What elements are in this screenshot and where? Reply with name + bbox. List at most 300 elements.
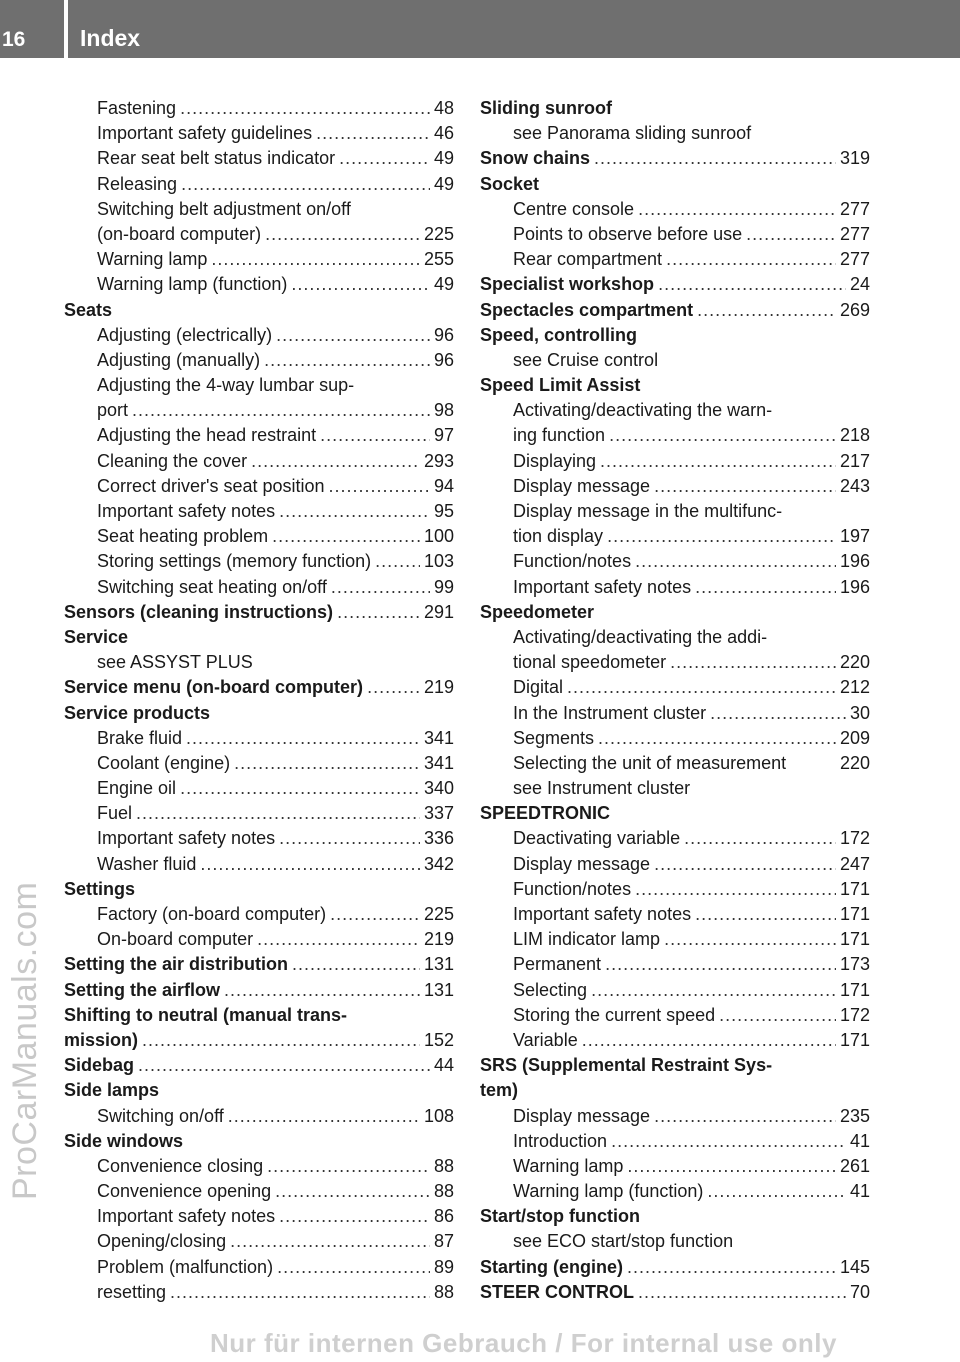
dot-leader (666, 247, 836, 272)
entry-label: Convenience closing (97, 1155, 264, 1176)
dot-leader (200, 852, 420, 877)
side-watermark: ProCarManuals.com (6, 881, 44, 1200)
page-reference: 173 (839, 954, 870, 975)
entry-label: Coolant (engine) (97, 752, 231, 773)
dot-leader (684, 826, 836, 851)
page-reference: 89 (433, 1256, 454, 1277)
entry-label: Setting the airflow (64, 979, 221, 1000)
index-column-left (64, 96, 454, 1305)
index-entry (64, 675, 454, 700)
index-subentry (64, 423, 454, 448)
index-subentry (64, 348, 454, 373)
dot-leader (567, 675, 836, 700)
entry-label: Selecting the unit of measurement (513, 752, 787, 773)
index-subentry (480, 776, 870, 801)
entry-label: Sliding sunroof (480, 98, 612, 118)
dot-leader (609, 423, 836, 448)
dot-leader (695, 575, 836, 600)
entry-label: Service menu (on-board computer) (64, 677, 364, 698)
entry-label: Convenience opening (97, 1181, 272, 1202)
page-reference: 70 (849, 1281, 870, 1302)
entry-label: Switching on/off (97, 1105, 224, 1126)
index-entry (480, 1280, 870, 1305)
entry-label: Factory (on-board computer) (97, 904, 327, 924)
page-reference: 95 (433, 501, 454, 521)
dot-leader (582, 1028, 836, 1053)
index-column-right (480, 96, 870, 1305)
page-reference: 209 (839, 727, 870, 748)
entry-label: LIM indicator lamp (513, 929, 661, 950)
page-reference: 342 (423, 853, 454, 874)
entry-label: resetting (97, 1281, 167, 1302)
page-reference: 219 (423, 677, 454, 698)
dot-leader (228, 1104, 420, 1129)
dot-leader (138, 1053, 430, 1078)
index-subentry (480, 751, 870, 776)
index-subentry (64, 1104, 454, 1129)
page-reference: 30 (849, 702, 870, 723)
page-reference: 225 (423, 223, 454, 244)
index-subentry (480, 1229, 870, 1254)
page-header (0, 0, 960, 58)
entry-label: Specialist workshop (480, 274, 655, 295)
dot-leader (291, 272, 430, 297)
page-reference: 261 (839, 1155, 870, 1176)
index-subentry (480, 1028, 870, 1053)
dot-leader (710, 701, 846, 726)
index-entry (480, 801, 870, 826)
dot-leader (635, 877, 836, 902)
page-reference: 171 (839, 904, 870, 924)
page-reference: 44 (433, 1055, 454, 1076)
page-reference: 171 (839, 979, 870, 1000)
entry-label: Switching seat heating on/off (97, 576, 327, 597)
dot-leader (170, 1280, 430, 1305)
entry-label: Seat heating problem (97, 526, 269, 547)
page-reference: 197 (839, 526, 870, 547)
index-subentry (480, 348, 870, 373)
index-subentry (64, 751, 454, 776)
dot-leader (316, 121, 430, 146)
index-subentry (480, 524, 870, 549)
dot-leader (670, 650, 836, 675)
page-reference: 220 (839, 652, 870, 673)
index-subentry (480, 247, 870, 272)
dot-leader (142, 1028, 420, 1053)
entry-label: Digital (513, 677, 564, 698)
index-subentry (64, 726, 454, 751)
index-entry (64, 952, 454, 977)
index-entry (64, 701, 454, 726)
page-reference: 171 (839, 878, 870, 899)
page-reference: 255 (423, 249, 454, 270)
dot-leader (591, 978, 836, 1003)
index-entry (480, 146, 870, 171)
entry-label: tion display (513, 526, 604, 547)
header-divider (64, 0, 68, 58)
index-subentry (480, 978, 870, 1003)
entry-label: Cleaning the cover (97, 450, 248, 471)
page-reference: 49 (433, 274, 454, 295)
entry-label: On-board computer (97, 929, 254, 950)
entry-label: Rear seat belt status indicator (97, 148, 336, 169)
entry-label: Activating/deactivating the warn- (513, 400, 773, 421)
entry-label: Spectacles compartment (480, 299, 694, 320)
dot-leader (272, 524, 420, 549)
index-subentry (480, 852, 870, 877)
dot-leader (607, 524, 836, 549)
page-reference: 219 (423, 929, 454, 950)
entry-label: Service (64, 626, 129, 647)
dot-leader (598, 726, 836, 751)
index-entry (64, 1129, 454, 1154)
page-reference: 337 (423, 803, 454, 824)
entry-label: Fastening (97, 98, 177, 118)
page-reference: 46 (433, 123, 454, 144)
entry-label: Storing the current speed (513, 1004, 716, 1025)
entry-label: Activating/deactivating the addi- (513, 626, 768, 647)
entry-label: Rear compartment (513, 249, 663, 270)
index-subentry (480, 952, 870, 977)
dot-leader (181, 172, 430, 197)
entry-label: Fuel (97, 803, 133, 824)
index-subentry (64, 852, 454, 877)
entry-label: see ASSYST PLUS (97, 652, 253, 673)
index-entry (480, 1255, 870, 1280)
index-subentry (480, 449, 870, 474)
page-reference: 87 (433, 1231, 454, 1252)
entry-label: Releasing (97, 173, 178, 194)
index-entry (480, 373, 870, 398)
page-reference: 88 (433, 1181, 454, 1202)
entry-label: Important safety notes (97, 828, 276, 849)
index-entry (64, 1078, 454, 1103)
entry-label: Adjusting (electrically) (97, 324, 273, 345)
dot-leader (611, 1129, 846, 1154)
index-subentry (64, 1204, 454, 1229)
entry-label: Function/notes (513, 551, 632, 572)
page-reference: 341 (423, 752, 454, 773)
dot-leader (375, 549, 420, 574)
index-subentry (480, 826, 870, 851)
entry-label: see Instrument cluster (513, 778, 691, 799)
index-entry (480, 1204, 870, 1229)
index-subentry (64, 826, 454, 851)
page-reference: 319 (839, 148, 870, 169)
page-reference: 247 (839, 853, 870, 874)
dot-leader (275, 1179, 430, 1204)
entry-label: Segments (513, 727, 595, 748)
entry-label: SRS (Supplemental Restraint Sys- (480, 1055, 773, 1076)
entry-label: Correct driver's seat position (97, 475, 325, 496)
page-reference: 131 (423, 979, 454, 1000)
index-subentry (480, 650, 870, 675)
index-entry (64, 1003, 454, 1028)
index-entry (480, 96, 870, 121)
dot-leader (627, 1154, 836, 1179)
entry-label: Speed, controlling (480, 324, 638, 345)
page-reference: 88 (433, 1155, 454, 1176)
entry-label: see Panorama sliding sunroof (513, 123, 752, 144)
dot-leader (638, 197, 836, 222)
index-subentry (480, 423, 870, 448)
index-subentry (480, 1154, 870, 1179)
index-subentry (480, 499, 870, 524)
index-subentry (480, 1104, 870, 1129)
dot-leader (267, 1154, 430, 1179)
index-subentry (480, 1129, 870, 1154)
index-entry (64, 1028, 454, 1053)
page-reference: 291 (423, 601, 454, 622)
entry-label: mission) (64, 1029, 139, 1050)
entry-label: Variable (513, 1029, 578, 1050)
page-reference: 341 (423, 727, 454, 748)
entry-label: tem) (480, 1080, 519, 1101)
dot-leader (224, 978, 420, 1003)
page-reference: 225 (423, 904, 454, 924)
index-subentry (64, 121, 454, 146)
page-reference: 172 (839, 828, 870, 849)
page-reference: 96 (433, 349, 454, 370)
page-reference: 277 (839, 198, 870, 219)
entry-label: Sidebag (64, 1055, 135, 1076)
index-subentry (64, 247, 454, 272)
page-reference: 145 (839, 1256, 870, 1277)
index-subentry (64, 801, 454, 826)
dot-leader (695, 902, 836, 927)
dot-leader (605, 952, 836, 977)
entry-label: see ECO start/stop function (513, 1231, 734, 1252)
index-subentry (64, 1280, 454, 1305)
page-reference: 171 (839, 929, 870, 950)
entry-label: SPEEDTRONIC (480, 803, 611, 824)
page-reference: 243 (839, 475, 870, 496)
dot-leader (211, 247, 420, 272)
dot-leader (320, 423, 430, 448)
entry-label: Display message (513, 475, 651, 496)
page-reference: 49 (433, 148, 454, 169)
entry-label: Points to observe before use (513, 223, 743, 244)
page-reference: 152 (423, 1029, 454, 1050)
index-subentry (64, 927, 454, 952)
page-reference: 48 (433, 98, 454, 118)
index-subentry (64, 373, 454, 398)
index-subentry (480, 549, 870, 574)
page-number: 16 (2, 28, 26, 51)
index-subentry (480, 121, 870, 146)
page-reference: 212 (839, 677, 870, 698)
entry-label: Adjusting the head restraint (97, 425, 317, 446)
entry-label: Function/notes (513, 878, 632, 899)
entry-label: Warning lamp (function) (97, 274, 288, 295)
page-reference: 220 (839, 752, 870, 773)
dot-leader (337, 600, 420, 625)
page-reference: 277 (839, 223, 870, 244)
index-subentry (64, 650, 454, 675)
dot-leader (654, 852, 836, 877)
page-reference: 196 (839, 551, 870, 572)
page-reference: 24 (849, 274, 870, 295)
entry-label: Deactivating variable (513, 828, 681, 849)
index-subentry (64, 146, 454, 171)
entry-label: Speedometer (480, 601, 595, 622)
entry-label: see Cruise control (513, 349, 659, 370)
dot-leader (230, 1229, 430, 1254)
page-reference: 103 (423, 551, 454, 572)
page-reference: 171 (839, 1029, 870, 1050)
page-reference: 196 (839, 576, 870, 597)
dot-leader (654, 474, 836, 499)
page-reference: 96 (433, 324, 454, 345)
index-subentry (480, 927, 870, 952)
entry-label: Socket (480, 173, 540, 194)
page-reference: 97 (433, 425, 454, 446)
dot-leader (719, 1003, 836, 1028)
dot-leader (136, 801, 420, 826)
entry-label: Storing settings (memory function) (97, 551, 372, 572)
page-reference: 172 (839, 1004, 870, 1025)
dot-leader (251, 449, 420, 474)
entry-label: Selecting (513, 979, 588, 1000)
entry-label: ing function (513, 425, 606, 446)
index-subentry (64, 96, 454, 121)
page-reference: 49 (433, 173, 454, 194)
entry-label: tional speedometer (513, 652, 667, 673)
entry-label: Display message (513, 853, 651, 874)
index-subentry (64, 323, 454, 348)
index-entry (64, 1053, 454, 1078)
entry-label: Display message (513, 1105, 651, 1126)
entry-label: Settings (64, 878, 136, 899)
dot-leader (664, 927, 836, 952)
index-entry (64, 625, 454, 650)
index-entry (480, 1053, 870, 1078)
index-subentry (64, 1154, 454, 1179)
index-subentry (480, 474, 870, 499)
dot-leader (264, 348, 430, 373)
index-subentry (480, 197, 870, 222)
index-subentry (64, 197, 454, 222)
entry-label: Seats (64, 299, 113, 320)
index-subentry (64, 222, 454, 247)
page-reference: 217 (839, 450, 870, 471)
dot-leader (746, 222, 836, 247)
entry-label: Warning lamp (97, 249, 208, 270)
entry-label: Warning lamp (513, 1155, 624, 1176)
dot-leader (331, 575, 430, 600)
dot-leader (658, 272, 846, 297)
entry-label: Display message in the multifunc- (513, 501, 783, 521)
dot-leader (276, 323, 430, 348)
dot-leader (234, 751, 420, 776)
page-reference: 41 (849, 1130, 870, 1151)
index-subentry (64, 499, 454, 524)
index-subentry (64, 1179, 454, 1204)
page-reference: 269 (839, 299, 870, 320)
index-subentry (64, 1255, 454, 1280)
page-reference: 99 (433, 576, 454, 597)
dot-leader (279, 499, 430, 524)
dot-leader (186, 726, 420, 751)
index-subentry (64, 902, 454, 927)
entry-label: Engine oil (97, 778, 177, 799)
index-subentry (480, 1179, 870, 1204)
index-entry (64, 877, 454, 902)
dot-leader (180, 776, 420, 801)
dot-leader (329, 474, 430, 499)
entry-label: Switching belt adjustment on/off (97, 198, 351, 219)
index-subentry (64, 449, 454, 474)
entry-label: Setting the air distribution (64, 954, 288, 975)
index-subentry (64, 575, 454, 600)
entry-label: Important safety notes (97, 501, 276, 521)
page-title: Index (80, 25, 141, 51)
index-subentry (480, 1003, 870, 1028)
entry-label: Important safety notes (97, 1206, 276, 1227)
dot-leader (180, 96, 430, 121)
dot-leader (594, 146, 836, 171)
entry-label: STEER CONTROL (480, 1281, 635, 1302)
page-reference: 235 (839, 1105, 870, 1126)
entry-label: Centre console (513, 198, 635, 219)
entry-label: Washer fluid (97, 853, 197, 874)
index-subentry (64, 549, 454, 574)
index-subentry (480, 625, 870, 650)
entry-label: Problem (malfunction) (97, 1256, 274, 1277)
dot-leader (367, 675, 420, 700)
entry-label: Adjusting (manually) (97, 349, 261, 370)
index-subentry (64, 398, 454, 423)
page-reference: 336 (423, 828, 454, 849)
entry-label: Start/stop function (480, 1206, 640, 1227)
index-entry (480, 323, 870, 348)
index-entry (480, 1078, 870, 1103)
entry-label: Side lamps (64, 1080, 160, 1101)
index-entry (480, 600, 870, 625)
entry-label: Brake fluid (97, 727, 183, 748)
index-subentry (64, 474, 454, 499)
index-entry (64, 298, 454, 323)
entry-label: Side windows (64, 1130, 184, 1151)
entry-label: Starting (engine) (480, 1256, 623, 1277)
page-reference: 86 (433, 1206, 454, 1227)
page-reference: 131 (423, 954, 454, 975)
index-subentry (64, 172, 454, 197)
page-reference: 88 (433, 1281, 454, 1302)
index-subentry (480, 222, 870, 247)
entry-label: Snow chains (480, 148, 591, 169)
dot-leader (339, 146, 430, 171)
index-subentry (480, 902, 870, 927)
dot-leader (638, 1280, 846, 1305)
entry-label: Shifting to neutral (manual trans- (64, 1004, 348, 1025)
page-reference: 293 (423, 450, 454, 471)
entry-label: Displaying (513, 450, 597, 471)
index-subentry (64, 776, 454, 801)
entry-label: Adjusting the 4-way lumbar sup- (97, 375, 355, 396)
index-entry (480, 172, 870, 197)
dot-leader (635, 549, 836, 574)
page-reference: 98 (433, 400, 454, 421)
index-subentry (64, 524, 454, 549)
dot-leader (627, 1255, 836, 1280)
entry-label: Service products (64, 702, 211, 723)
page-reference: 108 (423, 1105, 454, 1126)
entry-label: port (97, 400, 129, 421)
dot-leader (707, 1179, 846, 1204)
page-reference: 277 (839, 249, 870, 270)
dot-leader (279, 1204, 430, 1229)
